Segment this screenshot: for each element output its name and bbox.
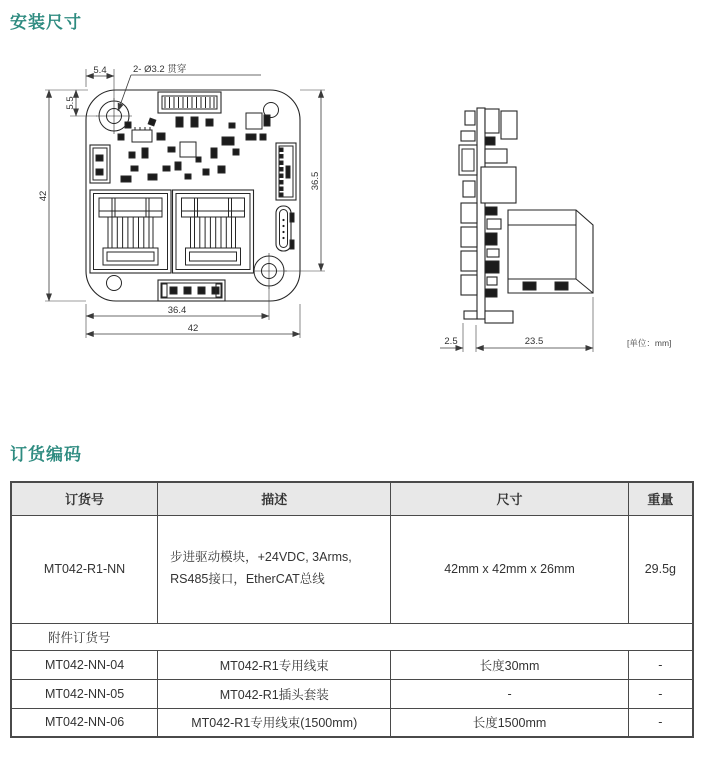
cell-dimensions: - — [391, 679, 628, 708]
col-header-order-no: 订货号 — [11, 482, 158, 515]
table-row-accessory-1 — [11, 650, 693, 679]
cell-weight: - — [628, 650, 693, 679]
rj45-right — [173, 190, 254, 273]
dim-holes-label: 2- Ø3.2 贯穿 — [133, 64, 187, 75]
side-view-dimensions — [440, 297, 593, 352]
bottom-connector — [158, 280, 225, 301]
table-row-accessory-3 — [11, 708, 693, 737]
description-line-2: RS485接口，EtherCAT总线 — [170, 572, 325, 586]
cell-dimensions: 长度1500mm — [391, 708, 628, 737]
cell-description: MT042-R1专用线束 — [158, 650, 391, 679]
col-header-dimensions: 尺寸 — [391, 482, 628, 515]
dim-hole-offset-x: 5.4 — [93, 65, 107, 76]
cell-dimensions: 长度30mm — [391, 650, 628, 679]
cell-order-no: MT042-NN-05 — [11, 679, 158, 708]
side-left-components — [459, 111, 477, 295]
left-connector — [90, 145, 110, 183]
dim-hole-span-v: 36.5 — [310, 171, 321, 191]
cell-order-no: MT042-NN-06 — [11, 708, 158, 737]
right-usb-connector — [276, 206, 294, 251]
ordering-section-title: 订货编码 — [10, 445, 82, 464]
cell-order-no: MT042-NN-04 — [11, 650, 158, 679]
dim-board-width: 42 — [187, 323, 199, 334]
right-pin-connector — [276, 143, 296, 200]
col-header-description: 描述 — [158, 482, 391, 515]
dim-board-thickness: 2.5 — [444, 336, 458, 347]
col-header-weight: 重量 — [628, 482, 693, 515]
side-bottom-pins — [464, 311, 513, 323]
cell-description: MT042-R1插头套装 — [158, 679, 391, 708]
top-connector — [158, 92, 221, 113]
unit-note: [单位：mm] — [627, 338, 672, 348]
cell-order-no: MT042-R1-NN — [11, 515, 158, 623]
table-row-accessory-2 — [11, 679, 693, 708]
cell-weight: - — [628, 708, 693, 737]
front-view-drawing — [33, 56, 367, 356]
order-table — [10, 481, 694, 738]
dim-module-depth: 23.5 — [524, 336, 544, 347]
dim-hole-span-h: 36.4 — [167, 305, 187, 316]
cell-weight: 29.5g — [628, 515, 693, 623]
table-row-main — [11, 515, 693, 623]
cell-description: MT042-R1专用线束(1500mm) — [158, 708, 391, 737]
cell-description — [158, 515, 391, 623]
rj45-housing-side — [508, 210, 593, 293]
table-row-accessory-header — [11, 623, 693, 650]
accessory-header-label: 附件订货号 — [11, 623, 693, 650]
installation-section-title: 安装尺寸 — [10, 13, 82, 32]
dim-hole-offset-y: 5.5 — [65, 96, 76, 110]
cell-dimensions: 42mm x 42mm x 26mm — [391, 515, 628, 623]
rj45-left — [90, 190, 171, 273]
pcb-side-profile — [477, 108, 485, 319]
table-header-row — [11, 482, 693, 515]
side-view-drawing — [428, 71, 704, 363]
description-line-1: 步进驱动模块，+24VDC, 3Arms, — [170, 550, 352, 565]
cell-weight: - — [628, 679, 693, 708]
dim-board-height: 42 — [38, 190, 49, 202]
